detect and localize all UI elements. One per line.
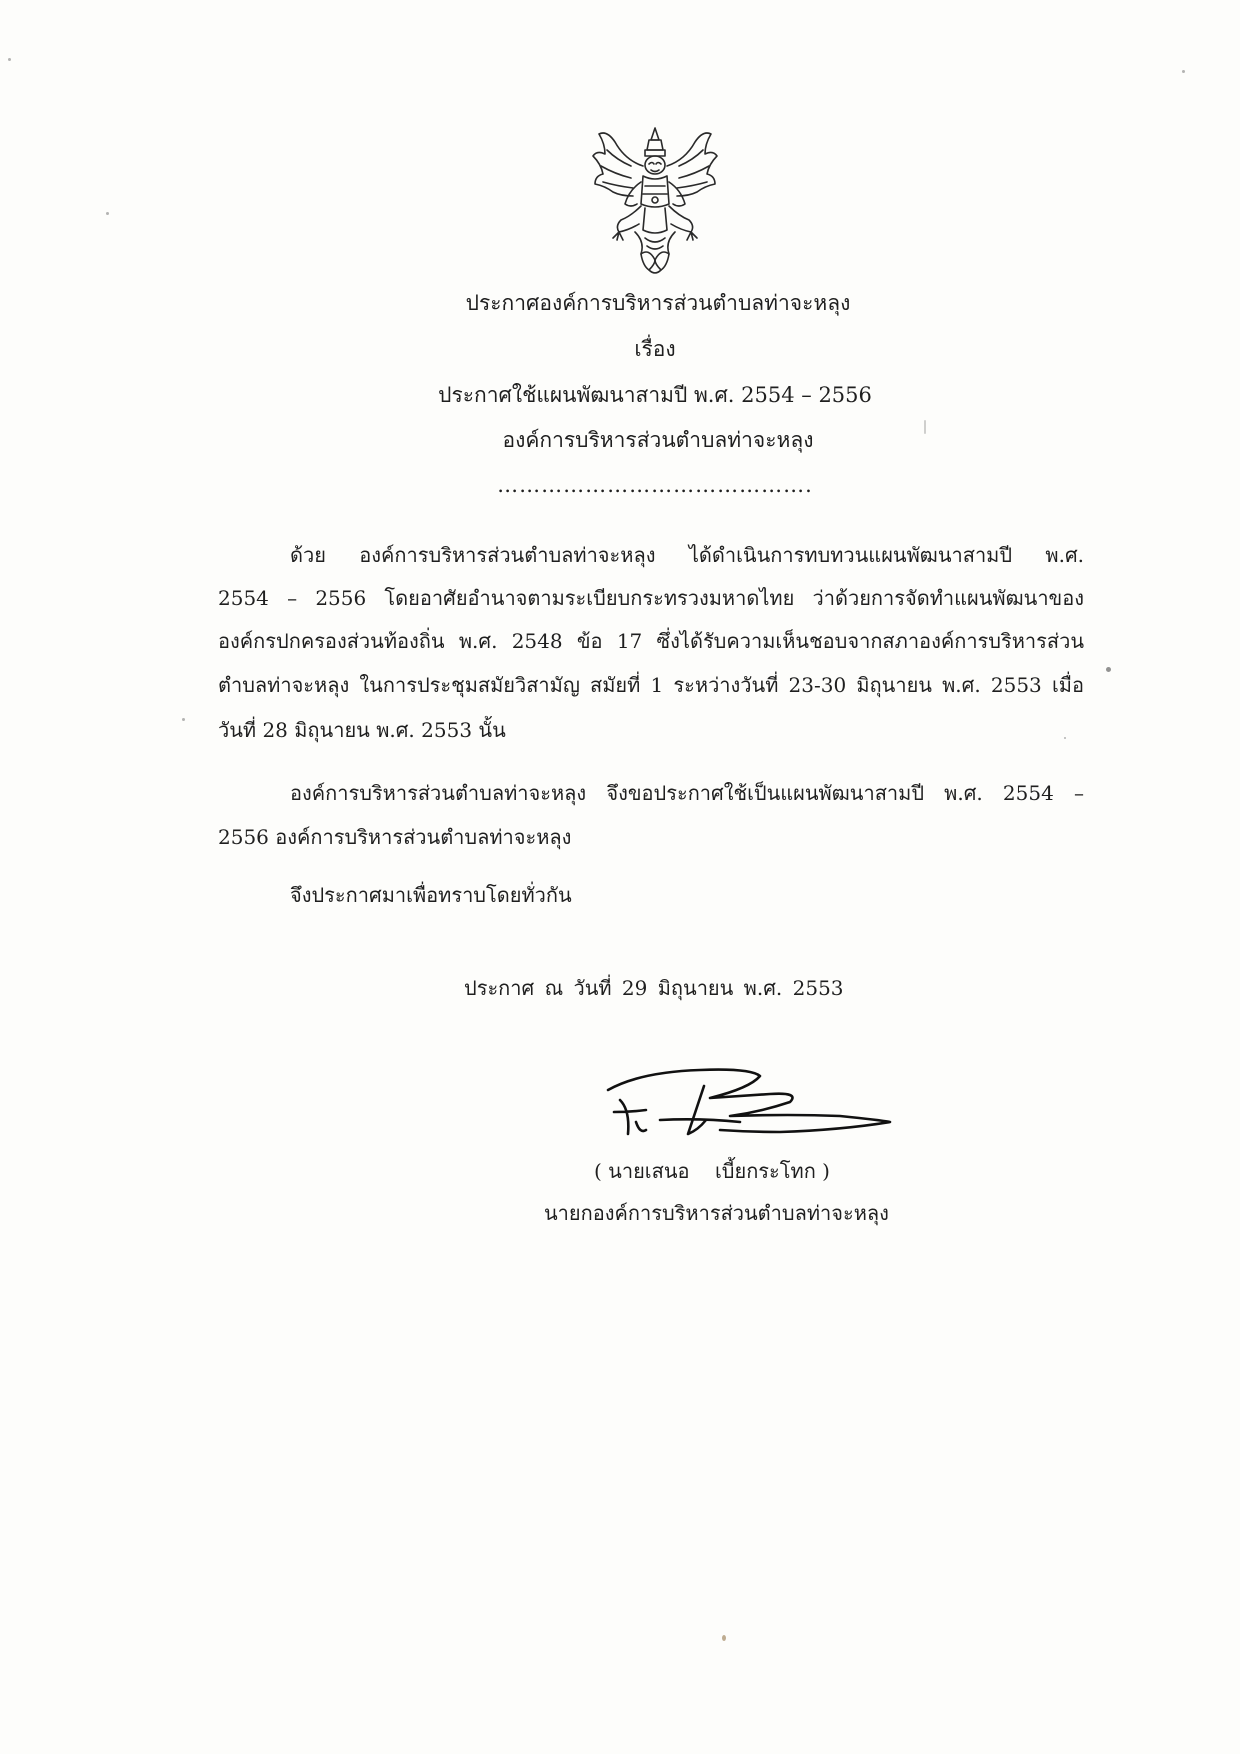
announcement-title: ประกาศองค์การบริหารส่วนตำบลท่าจะหลุง xyxy=(465,291,851,315)
paragraph-1-line-4: ตำบลท่าจะหลุง ในการประชุมสมัยวิสามัญ สมัยที่ 1 ระหว่างวันที่ 23-30 มิถุนายน พ.ศ. 2553 เมื่อ xyxy=(218,673,1084,697)
scan-speck xyxy=(1182,70,1185,73)
subject-text: ประกาศใช้แผนพัฒนาสามปี พ.ศ. 2554 – 2556 xyxy=(438,383,872,407)
closing-statement: จึงประกาศมาเพื่อทราบโดยทั่วกัน xyxy=(290,883,572,907)
scan-speck xyxy=(106,212,109,215)
signer-title: นายกองค์การบริหารส่วนตำบลท่าจะหลุง xyxy=(544,1201,889,1225)
subject-label: เรื่อง xyxy=(634,337,676,361)
scan-speck xyxy=(182,718,185,721)
announcement-date: ประกาศ ณ วันที่ 29 มิถุนายน พ.ศ. 2553 xyxy=(464,976,844,1000)
garuda-emblem-icon xyxy=(585,120,725,280)
paragraph-1-line-3: องค์กรปกครองส่วนท้องถิ่น พ.ศ. 2548 ข้อ 17 ซึ่งได้รับความเห็นชอบจากสภาองค์การบริหารส่วน xyxy=(218,629,1084,653)
signer-name: ( นายเสนอ เบี้ยกระโทก ) xyxy=(594,1159,830,1183)
handwritten-signature xyxy=(600,1050,900,1170)
paragraph-1-line-2: 2554 – 2556 โดยอาศัยอำนาจตามระเบียบกระทรวงมหาดไทย ว่าด้วยการจัดทำแผนพัฒนาของ xyxy=(218,586,1084,610)
scan-speck xyxy=(8,58,11,61)
organization-name: องค์การบริหารส่วนตำบลท่าจะหลุง xyxy=(502,428,814,452)
scan-speck xyxy=(722,1635,726,1641)
paragraph-1-line-5: วันที่ 28 มิถุนายน พ.ศ. 2553 นั้น xyxy=(218,718,506,742)
paragraph-2-line-1: องค์การบริหารส่วนตำบลท่าจะหลุง จึงขอประกาศใช้เป็นแผนพัฒนาสามปี พ.ศ. 2554 – xyxy=(290,781,1084,805)
scan-speck xyxy=(1106,667,1111,672)
paragraph-1-line-1: ด้วย องค์การบริหารส่วนตำบลท่าจะหลุง ได้ดำเนินการทบทวนแผนพัฒนาสามปี พ.ศ. xyxy=(290,543,1084,567)
separator-dots: ……………………………………. xyxy=(497,473,813,497)
paragraph-2-line-2: 2556 องค์การบริหารส่วนตำบลท่าจะหลุง xyxy=(218,825,572,849)
